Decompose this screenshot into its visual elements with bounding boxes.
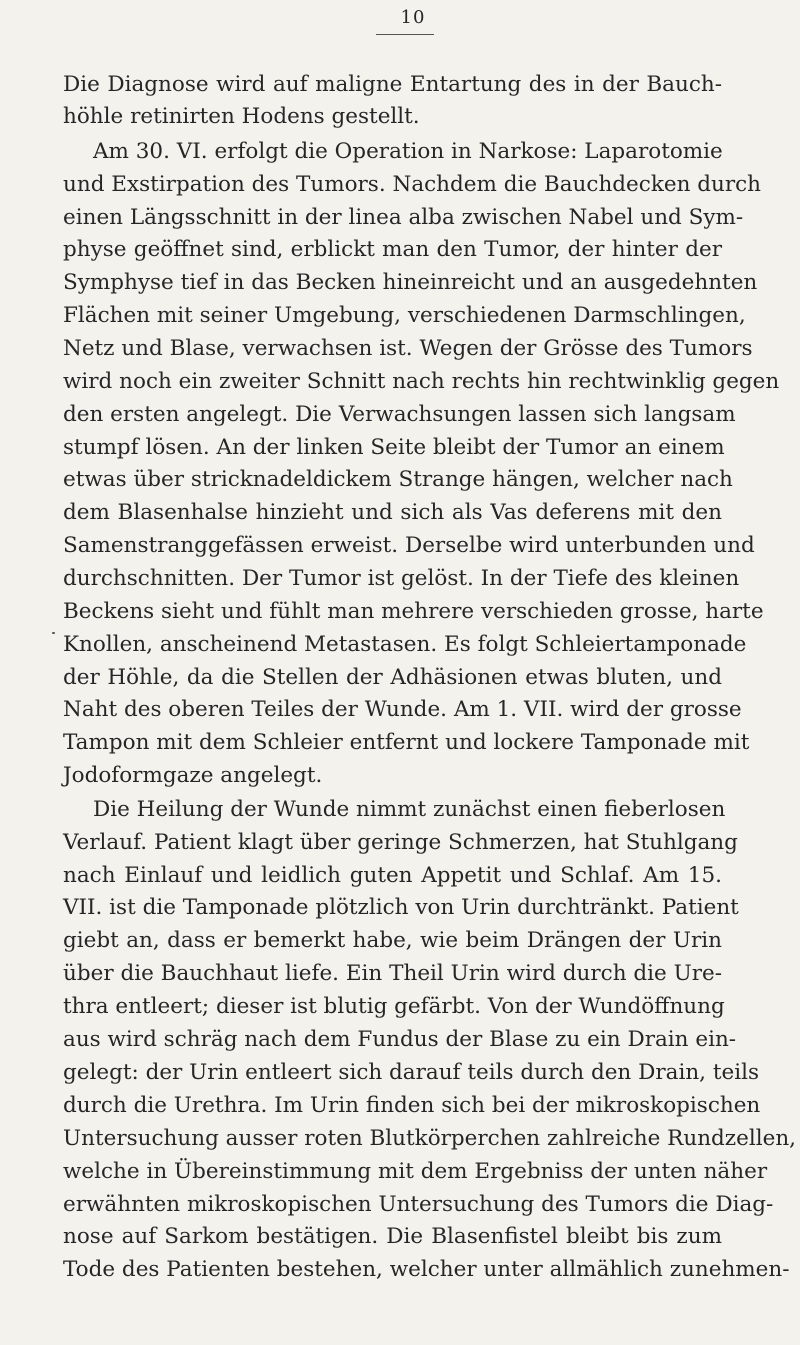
text-line: nach Einlauf und leidlich guten Appetit und Schlaf. Am 15. xyxy=(63,863,722,888)
page-number-rule xyxy=(376,34,434,35)
text-line: Samenstranggefässen erweist. Derselbe wird unterbunden und xyxy=(63,533,755,558)
text-line: welche in Übereinstimmung mit dem Ergebniss der unten näher xyxy=(63,1159,768,1184)
text-line: einen Längsschnitt in der linea alba zwischen Nabel und Sym- xyxy=(63,205,744,230)
text-line: Naht des oberen Teiles der Wunde. Am 1. VII. wird der grosse xyxy=(63,697,742,722)
text-line: erwähnten mikroskopischen Untersuchung des Tumors die Diag- xyxy=(63,1192,774,1217)
text-line: stumpf lösen. An der linken Seite bleibt der Tumor an einem xyxy=(63,435,725,460)
text-line: Tode des Patienten bestehen, welcher unter allmählich zunehmen- xyxy=(63,1257,790,1282)
text-line: und Exstirpation des Tumors. Nachdem die Bauchdecken durch xyxy=(63,172,762,197)
text-line: Verlauf. Patient klagt über geringe Schmerzen, hat Stuhlgang xyxy=(63,830,738,855)
text-line: VII. ist die Tamponade plötzlich von Urin durchtränkt. Patient xyxy=(63,895,739,920)
text-line: Die Diagnose wird auf maligne Entartung des in der Bauch- xyxy=(63,72,722,97)
text-line: wird noch ein zweiter Schnitt nach rechts hin rechtwinklig gegen xyxy=(63,369,780,394)
text-line: etwas über stricknadeldickem Strange hängen, welcher nach xyxy=(63,467,733,492)
text-line: aus wird schräg nach dem Fundus der Blase zu ein Drain ein- xyxy=(63,1027,737,1052)
text-line: Flächen mit seiner Umgebung, verschiedenen Darmschlingen, xyxy=(63,303,746,328)
text-line: gelegt: der Urin entleert sich darauf teils durch den Drain, teils xyxy=(63,1060,759,1085)
text-line: giebt an, dass er bemerkt habe, wie beim Drängen der Urin xyxy=(63,928,722,953)
text-line: Untersuchung ausser roten Blutkörperchen zahlreiche Rundzellen, xyxy=(63,1126,797,1151)
text-line: Symphyse tief in das Becken hineinreicht und an ausgedehnten xyxy=(63,270,758,295)
text-line: höhle retinirten Hodens gestellt. xyxy=(63,104,420,129)
page-number: 10 xyxy=(400,7,426,28)
text-line: Tampon mit dem Schleier entfernt und lockere Tamponade mit xyxy=(63,730,750,755)
text-line: Knollen, anscheinend Metastasen. Es folgt Schleiertamponade xyxy=(63,632,747,657)
text-line: nose auf Sarkom bestätigen. Die Blasenfistel bleibt bis zum xyxy=(63,1224,722,1249)
ink-speck xyxy=(52,632,55,634)
text-line: Jodoformgaze angelegt. xyxy=(63,763,323,788)
text-line: Die Heilung der Wunde nimmt zunächst einen fieberlosen xyxy=(93,797,726,822)
text-line: dem Blasenhalse hinzieht und sich als Vas deferens mit den xyxy=(63,500,722,525)
text-line: über die Bauchhaut liefe. Ein Theil Urin wird durch die Ure- xyxy=(63,961,722,986)
text-line: physe geöffnet sind, erblickt man den Tumor, der hinter der xyxy=(63,237,722,262)
text-line: der Höhle, da die Stellen der Adhäsionen etwas bluten, und xyxy=(63,665,722,690)
text-line: durch die Urethra. Im Urin finden sich bei der mikroskopischen xyxy=(63,1093,761,1118)
text-line: thra entleert; dieser ist blutig gefärbt. Von der Wundöffnung xyxy=(63,994,725,1019)
text-line: Beckens sieht und fühlt man mehrere verschieden grosse, harte xyxy=(63,599,764,624)
text-line: Am 30. VI. erfolgt die Operation in Narkose: Laparotomie xyxy=(93,139,723,164)
text-line: durchschnitten. Der Tumor ist gelöst. In der Tiefe des kleinen xyxy=(63,566,740,591)
text-line: Netz und Blase, verwachsen ist. Wegen der Grösse des Tumors xyxy=(63,336,753,361)
text-line: den ersten angelegt. Die Verwachsungen lassen sich langsam xyxy=(63,402,736,427)
